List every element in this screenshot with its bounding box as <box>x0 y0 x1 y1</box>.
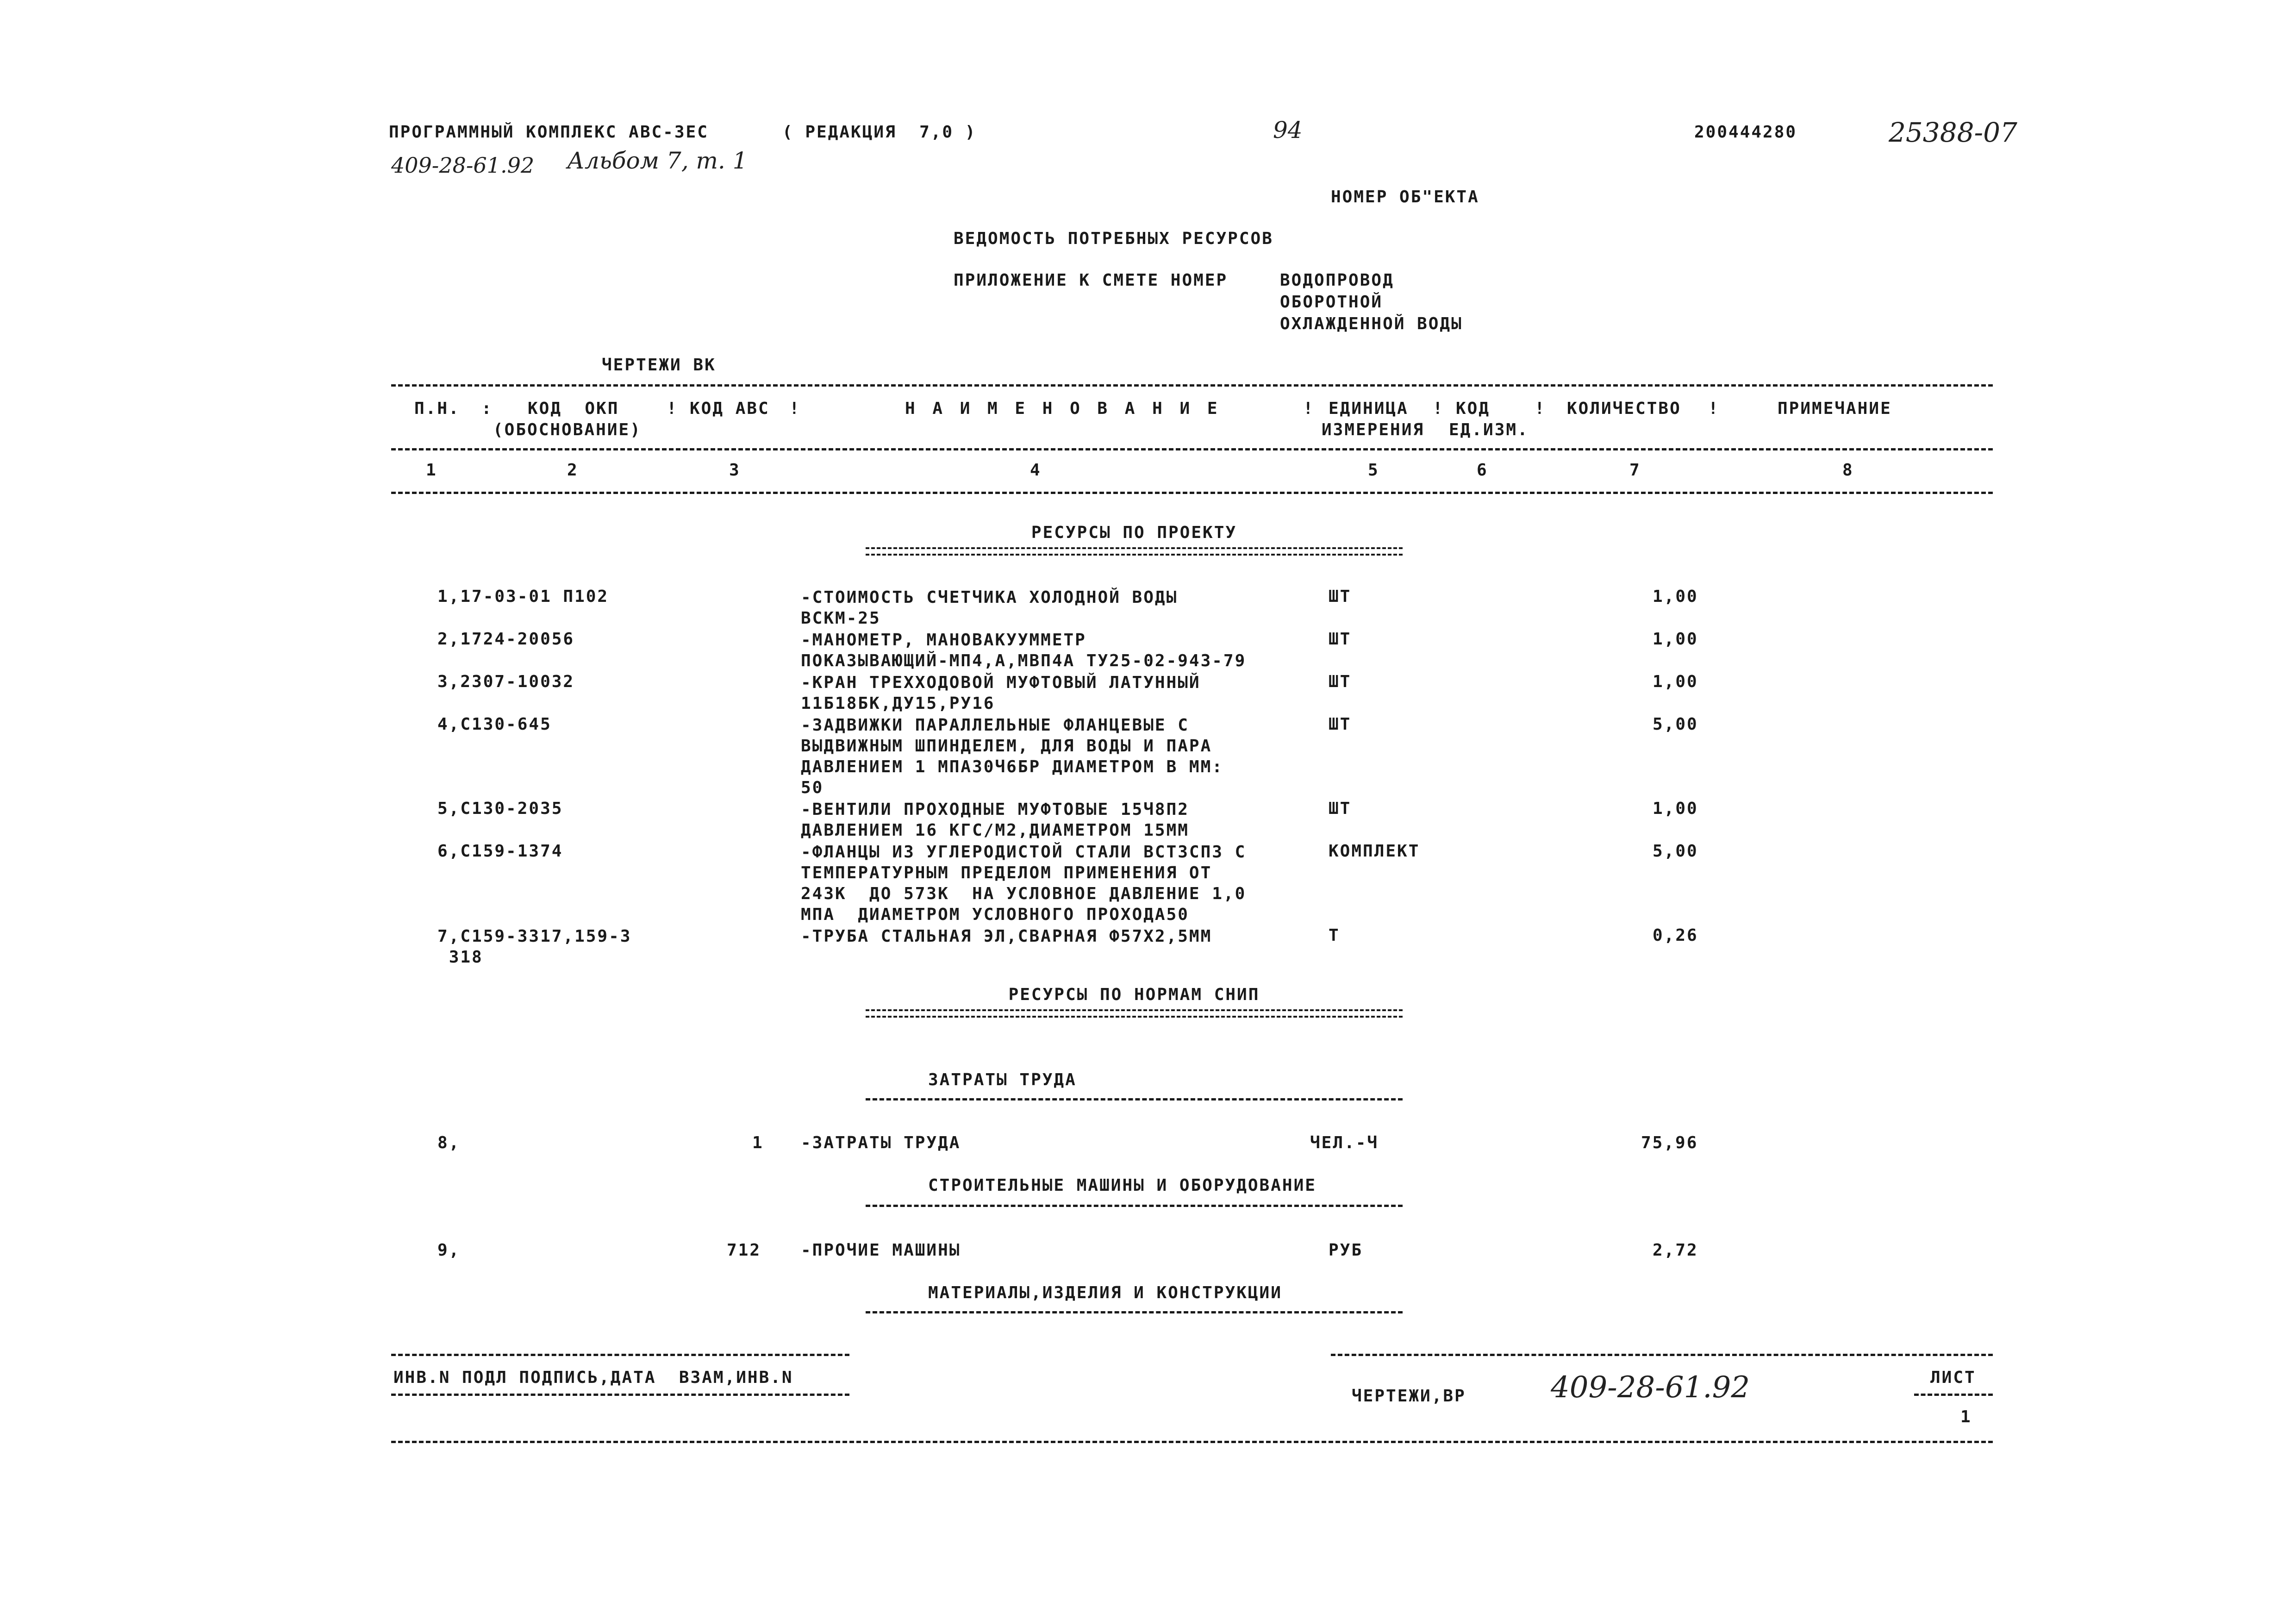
item-quantity: 1,00 <box>1653 799 1698 818</box>
album-label: Альбом 7, т. 1 <box>567 147 748 174</box>
labor-unit: ЧЕЛ.-Ч <box>1310 1133 1379 1152</box>
item-code: 2,1724-20056 <box>437 630 575 649</box>
header-unitcode-1: КОД <box>1456 399 1491 418</box>
footer-left-header: ИНВ.N ПОДЛ ПОДПИСЬ,ДАТА ВЗАМ,ИНВ.N <box>393 1368 793 1387</box>
item-name: -ФЛАНЦЫ ИЗ УГЛЕРОДИСТОЙ СТАЛИ ВСТ3СП3 С ТЕМПЕРАТУРНЫМ ПРЕДЕЛОМ ПРИМЕНЕНИЯ ОТ 243К ДО 573К НА УСЛОВНОЕ ДАВЛЕНИЕ 1,0 МПА ДИАМЕТРОМ УСЛОВНОГО ПРОХОДА50 <box>801 843 1247 924</box>
item-name: -СТОИМОСТЬ СЧЕТЧИКА ХОЛОДНОЙ ВОДЫ ВСКМ-25 <box>801 588 1178 628</box>
labor-name: -ЗАТРАТЫ ТРУДА <box>801 1133 961 1152</box>
item-quantity: 5,00 <box>1653 842 1698 861</box>
section-labor-title: ЗАТРАТЫ ТРУДА <box>928 1070 1077 1089</box>
page-number: 94 <box>1273 117 1303 144</box>
item-code: 3,2307-10032 <box>437 672 575 691</box>
item-quantity: 0,26 <box>1653 926 1698 945</box>
header-okp-1: КОД ОКП <box>528 399 619 418</box>
item-name: -ТРУБА СТАЛЬНАЯ ЭЛ,СВАРНАЯ Ф57Х2,5ММ <box>801 927 1212 946</box>
item-code: 7,С159-3317,159-3 318 <box>437 927 632 967</box>
header-separator: ! <box>1535 399 1546 418</box>
section-snip-title: РЕСУРСЫ ПО НОРМАМ СНИП <box>1008 985 1260 1004</box>
item-name: -МАНОМЕТР, МАНОВАКУУММЕТР ПОКАЗЫВАЮЩИЙ-МП4,А,МВП4А ТУ25-02-943-79 <box>801 631 1247 670</box>
item-quantity: 1,00 <box>1653 672 1698 691</box>
stamp-number: 25388-07 <box>1889 117 2017 148</box>
item-name: -КРАН ТРЕХХОДОВОЙ МУФТОВЫЙ ЛАТУННЫЙ 11Б18БК,ДУ15,РУ16 <box>801 673 1201 713</box>
table-top-rule <box>391 384 1993 387</box>
col-number: 8 <box>1842 461 1854 480</box>
header-abc: КОД АВС <box>690 399 770 418</box>
footer-left-top-rule <box>391 1354 849 1356</box>
col-number: 7 <box>1629 461 1641 480</box>
edition-label: ( РЕДАКЦИЯ 7,0 ) <box>782 123 977 142</box>
header-separator: ! <box>1708 399 1720 418</box>
object-name-line-1: ВОДОПРОВОД <box>1280 271 1394 290</box>
section-snip-underline <box>866 1009 1403 1018</box>
col-number: 4 <box>1030 461 1042 480</box>
item-name: -ВЕНТИЛИ ПРОХОДНЫЕ МУФТОВЫЕ 15Ч8П2 ДАВЛЕНИЕМ 16 КГС/М2,ДИАМЕТРОМ 15ММ <box>801 800 1189 840</box>
drawings-label: ЧЕРТЕЖИ ВК <box>602 356 716 375</box>
section-project-title: РЕСУРСЫ ПО ПРОЕКТУ <box>1031 523 1237 542</box>
header-separator: ! <box>667 399 678 418</box>
section-materials-underline <box>866 1311 1403 1313</box>
footer-left-mid-rule <box>391 1394 849 1396</box>
header-separator: ! <box>1433 399 1444 418</box>
item-unit: ШТ <box>1329 715 1352 734</box>
album-reference: 409-28-61.92 <box>391 153 535 178</box>
labor-code: 8, <box>437 1133 461 1152</box>
item-code: 5,С130-2035 <box>437 799 563 818</box>
header-okp-2: (ОБОСНОВАНИЕ) <box>493 420 642 439</box>
item-unit: КОМПЛЕКТ <box>1329 842 1420 861</box>
item-quantity: 5,00 <box>1653 715 1698 734</box>
sheet-mid-rule <box>1914 1394 1993 1396</box>
item-code: 6,С159-1374 <box>437 842 563 861</box>
header-separator: : <box>481 399 493 418</box>
header-name: Н А И М Е Н О В А Н И Е <box>905 399 1221 418</box>
object-name-line-2: ОБОРОТНОЙ <box>1280 293 1383 312</box>
machine-name: -ПРОЧИЕ МАШИНЫ <box>801 1241 961 1260</box>
item-name: -ЗАДВИЖКИ ПАРАЛЛЕЛЬНЫЕ ФЛАНЦЕВЫЕ С ВЫДВИЖНЫМ ШПИНДЕЛЕМ, ДЛЯ ВОДЫ И ПАРА ДАВЛЕНИЕМ 1 МПА30Ч6БР ДИАМЕТРОМ В ММ: 50 <box>801 716 1223 797</box>
header-unit-1: ЕДИНИЦА <box>1329 399 1409 418</box>
sheet-number: 1 <box>1960 1407 1972 1426</box>
machine-unit: РУБ <box>1329 1241 1363 1260</box>
section-project-underline <box>866 547 1403 556</box>
header-unitcode-2: ЕД.ИЗМ. <box>1449 420 1529 439</box>
header-bottom-rule <box>391 492 1993 494</box>
col-number: 3 <box>729 461 741 480</box>
statement-title: ВЕДОМОСТЬ ПОТРЕБНЫХ РЕСУРСОВ <box>954 229 1273 248</box>
machine-quantity: 2,72 <box>1653 1241 1698 1260</box>
item-unit: ШТ <box>1329 672 1352 691</box>
header-separator: ! <box>789 399 801 418</box>
labor-quantity: 75,96 <box>1641 1133 1698 1152</box>
item-unit: Т <box>1329 926 1340 945</box>
header-mid-rule <box>391 448 1993 450</box>
item-unit: ШТ <box>1329 587 1352 606</box>
item-quantity: 1,00 <box>1653 630 1698 649</box>
footer-right-top-rule <box>1331 1354 1993 1356</box>
sheet-label: ЛИСТ <box>1930 1368 1976 1387</box>
item-unit: ШТ <box>1329 630 1352 649</box>
col-number: 2 <box>567 461 579 480</box>
col-number: 6 <box>1477 461 1488 480</box>
labor-abc: 1 <box>752 1133 764 1152</box>
header-separator: ! <box>1303 399 1315 418</box>
object-name-line-3: ОХЛАЖДЕННОЙ ВОДЫ <box>1280 314 1463 333</box>
item-code: 1,17-03-01 П102 <box>437 587 609 606</box>
appendix-label: ПРИЛОЖЕНИЕ К СМЕТЕ НОМЕР <box>954 271 1228 290</box>
col-number: 5 <box>1368 461 1379 480</box>
machine-code: 9, <box>437 1241 461 1260</box>
header-pn: П.Н. <box>414 399 460 418</box>
section-machines-title: СТРОИТЕЛЬНЫЕ МАШИНЫ И ОБОРУДОВАНИЕ <box>928 1176 1316 1195</box>
header-unit-2: ИЗМЕРЕНИЯ <box>1322 420 1425 439</box>
item-quantity: 1,00 <box>1653 587 1698 606</box>
section-labor-underline <box>866 1098 1403 1100</box>
machine-abc: 712 <box>727 1241 761 1260</box>
item-unit: ШТ <box>1329 799 1352 818</box>
document-code: 200444280 <box>1694 123 1797 142</box>
footer-drawings-label: ЧЕРТЕЖИ,ВР <box>1352 1387 1466 1406</box>
footer-drawing-number: 409-28-61.92 <box>1551 1370 1750 1405</box>
object-number-label: НОМЕР ОБ"ЕКТА <box>1331 188 1479 206</box>
header-note: ПРИМЕЧАНИЕ <box>1778 399 1892 418</box>
item-code: 4,С130-645 <box>437 715 552 734</box>
section-materials-title: МАТЕРИАЛЫ,ИЗДЕЛИЯ И КОНСТРУКЦИИ <box>928 1283 1282 1302</box>
program-name: ПРОГРАММНЫЙ КОМПЛЕКС АВС-3ЕС <box>389 123 709 142</box>
footer-bottom-rule <box>391 1441 1993 1443</box>
header-quantity: КОЛИЧЕСТВО <box>1567 399 1681 418</box>
section-machines-underline <box>866 1205 1403 1207</box>
col-number: 1 <box>426 461 437 480</box>
